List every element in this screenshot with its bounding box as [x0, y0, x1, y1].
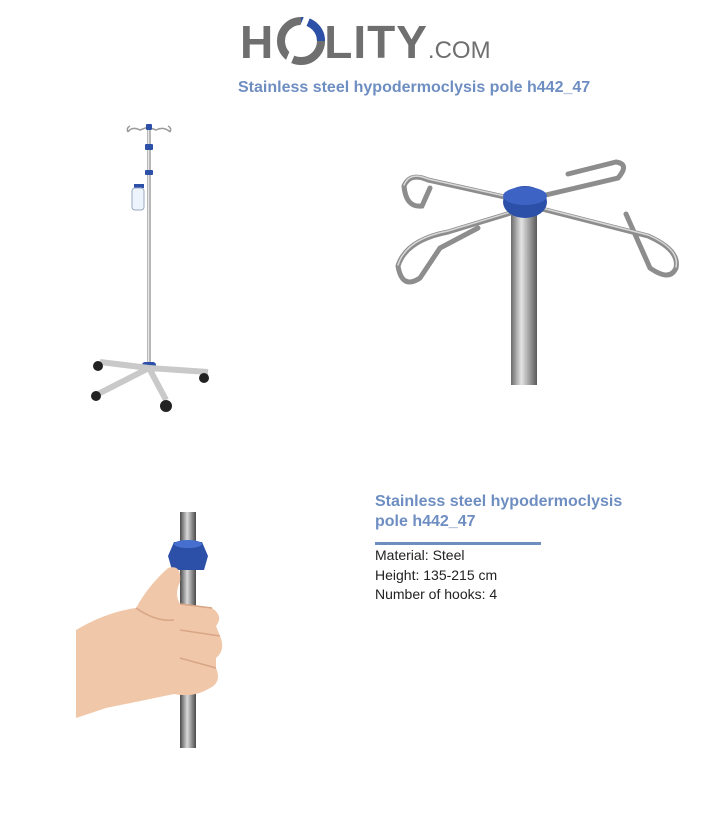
spec-hooks: Number of hooks: 4	[375, 586, 498, 602]
hand-grip-image	[76, 512, 226, 752]
spec-list	[375, 546, 497, 605]
logo-text-h: H	[240, 16, 275, 68]
spec-material: Material: Steel	[375, 547, 465, 563]
title-divider	[375, 542, 541, 545]
full-pole-image	[80, 118, 220, 418]
logo-text-lity: LITY	[324, 16, 428, 68]
product-title: Stainless steel hypodermoclysis pole h442_47	[375, 493, 623, 530]
logo-text-com: .COM	[427, 37, 491, 64]
hooks-closeup-image	[388, 150, 688, 385]
page-title: Stainless steel hypodermoclysis pole h442_47	[238, 79, 591, 96]
logo-o-mark-icon	[276, 15, 326, 65]
spec-height: Height: 135-215 cm	[375, 566, 498, 583]
